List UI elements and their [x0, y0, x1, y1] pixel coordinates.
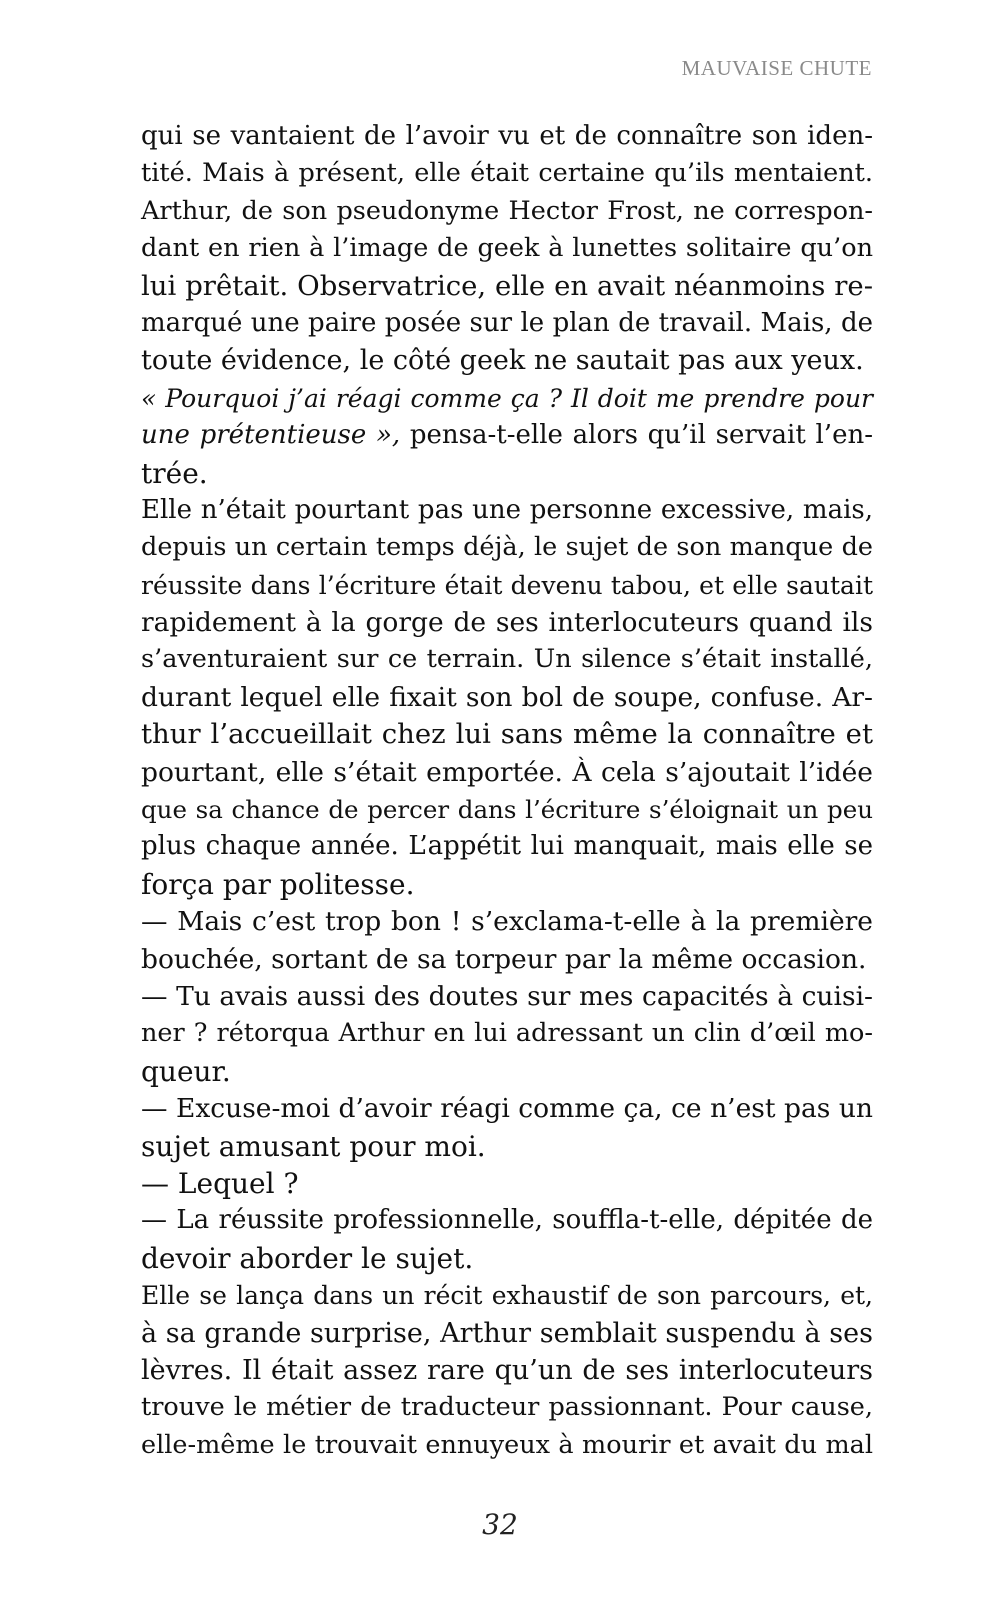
line-text: sujet amusant pour moi. — [141, 1129, 486, 1163]
line-text: marqué une paire posée sur le plan de travail. Mais, de — [141, 307, 873, 338]
line-text: depuis un certain temps déjà, le sujet de son manque de — [141, 532, 873, 563]
text-line — [141, 604, 873, 641]
line-text: ner ? rétorqua Arthur en lui adressant un clin d’œil mo- — [141, 1018, 873, 1049]
line-text: Elle n’était pourtant pas une personne excessive, mais, — [141, 494, 873, 525]
text-line — [141, 1202, 873, 1239]
text-line — [141, 941, 873, 978]
line-text: queur. — [141, 1054, 231, 1088]
text-line — [141, 716, 873, 753]
text-line — [141, 866, 873, 903]
text-line — [141, 791, 873, 828]
text-line — [141, 1240, 873, 1277]
text-line — [141, 1090, 873, 1127]
text-line — [141, 305, 873, 342]
text-line — [141, 529, 873, 566]
line-text: à sa grande surprise, Arthur semblait suspendu à ses — [141, 1317, 873, 1349]
italic-text: « Pourquoi j’ai réagi comme ça ? Il doit me prendre pour — [141, 383, 873, 413]
text-line — [141, 1053, 873, 1090]
text-line — [141, 903, 873, 940]
text-line — [141, 978, 873, 1015]
text-line — [141, 1315, 873, 1352]
line-text: força par politesse. — [141, 867, 415, 901]
text-line — [141, 1352, 873, 1389]
text-line — [141, 492, 873, 529]
text-line — [141, 679, 873, 716]
line-text: bouchée, sortant de sa torpeur par la même occasion. — [141, 943, 867, 975]
text-line — [141, 230, 873, 267]
text-line — [141, 567, 873, 604]
text-line — [141, 1277, 873, 1314]
text-line — [141, 1015, 873, 1052]
line-text: trée. — [141, 456, 208, 490]
text-line — [141, 1128, 873, 1165]
text-line — [141, 342, 873, 379]
line-text: lui prêtait. Observatrice, elle en avait néanmoins re- — [141, 269, 873, 302]
text-line — [141, 1427, 873, 1464]
line-text: rapidement à la gorge de ses interlocuteurs quand ils — [141, 607, 873, 639]
line-text: tité. Mais à présent, elle était certaine qu’ils mentaient. — [141, 158, 873, 189]
text-line — [141, 380, 873, 417]
line-text: plus chaque année. L’appétit lui manquait, mais elle se — [141, 831, 873, 862]
running-header-title: MAUVAISE CHUTE — [681, 56, 872, 80]
text-line — [141, 118, 873, 155]
line-text: — Excuse-moi d’avoir réagi comme ça, ce n’est pas un — [141, 1093, 873, 1125]
line-text: réussite dans l’écriture était devenu tabou, et elle sautait — [141, 570, 873, 600]
line-text: thur l’accueillait chez lui sans même la connaître et — [141, 718, 873, 751]
text-line — [141, 193, 873, 230]
line-text: dant en rien à l’image de geek à lunettes solitaire qu’on — [141, 233, 873, 264]
line-text: que sa chance de percer dans l’écriture s’éloignait un peu — [141, 795, 873, 825]
line-text: pourtant, elle s’était emportée. À cela s’ajoutait l’idée — [141, 756, 873, 788]
line-text: — Mais c’est trop bon ! s’exclama-t-elle à la première — [141, 906, 873, 938]
line-text: lèvres. Il était assez rare qu’un de ses interlocuteurs — [141, 1354, 873, 1386]
line-text: elle-même le trouvait ennuyeux à mourir et avait du mal — [141, 1429, 873, 1460]
line-text: — Tu avais aussi des doutes sur mes capacités à cuisi- — [141, 980, 873, 1012]
line-text: Arthur, de son pseudonyme Hector Frost, ne correspon- — [141, 195, 873, 226]
line-text: trouve le métier de traducteur passionnant. Pour cause, — [141, 1392, 873, 1423]
line-text: pensa-t-elle alors qu’il servait l’en- — [400, 420, 873, 451]
text-line — [141, 417, 873, 454]
body-text — [141, 118, 873, 1464]
line-text: durant lequel elle fixait son bol de soupe, confuse. Ar- — [141, 681, 873, 713]
page-number: 32 — [482, 1508, 518, 1541]
text-line — [141, 828, 873, 865]
line-text: qui se vantaient de l’avoir vu et de connaître son iden- — [141, 121, 873, 151]
text-line — [141, 754, 873, 791]
line-text: — La réussite professionnelle, souffla-t-elle, dépitée de — [141, 1205, 873, 1236]
line-text: Elle se lança dans un récit exhaustif de son parcours, et, — [141, 1281, 873, 1311]
line-text: toute évidence, le côté geek ne sautait pas aux yeux. — [141, 345, 864, 377]
line-text: — Lequel ? — [141, 1166, 299, 1200]
text-line — [141, 641, 873, 678]
text-line — [141, 1165, 873, 1202]
italic-text: une prétentieuse », — [141, 420, 401, 451]
line-text: devoir aborder le sujet. — [141, 1241, 474, 1275]
text-line — [141, 1389, 873, 1426]
line-text: s’aventuraient sur ce terrain. Un silence s’était installé, — [141, 644, 873, 675]
text-line — [141, 155, 873, 192]
text-line — [141, 268, 873, 305]
text-line — [141, 455, 873, 492]
